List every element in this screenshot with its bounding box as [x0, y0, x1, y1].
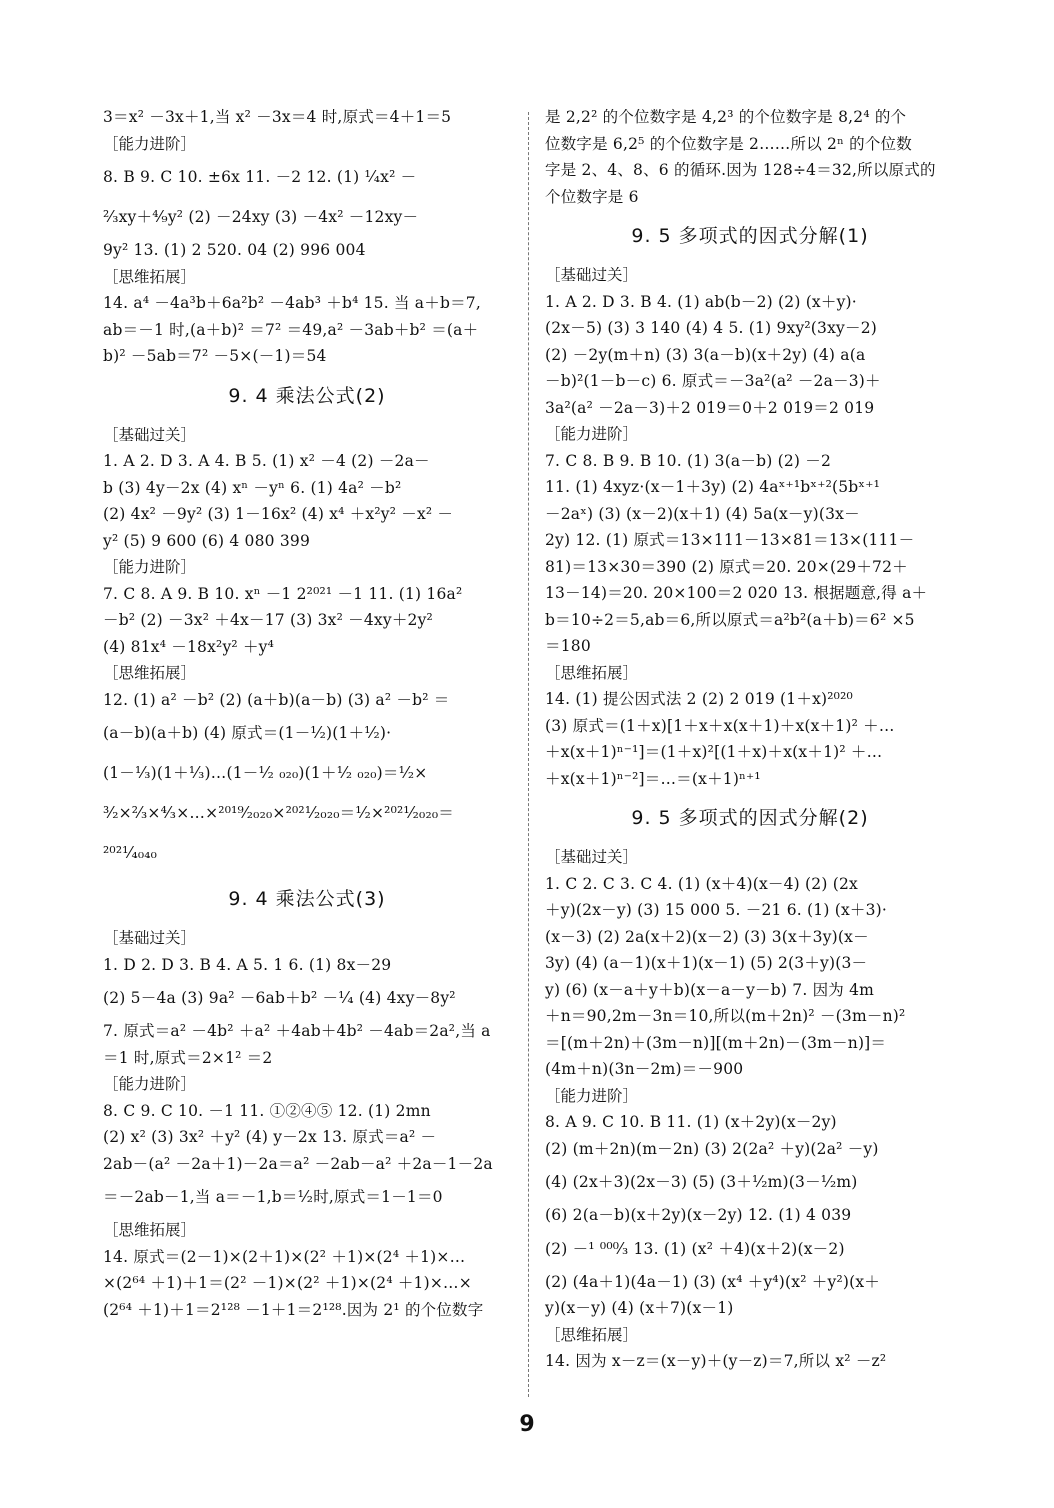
- answer-line: (2) x² (3) 3x² ＋y² (4) y－2x 13. 原式＝a² －: [103, 1128, 437, 1146]
- answer-line: ²⁰²¹⁄₄₀₄₀: [103, 844, 158, 862]
- subsection-heading: ［思维拓展］: [545, 1325, 639, 1344]
- answer-line: (1－¹⁄₃)(1＋¹⁄₃)…(1－¹⁄₂ ₀₂₀)(1＋¹⁄₂ ₀₂₀)＝¹⁄₂×: [103, 764, 428, 782]
- answer-line: 13－14)＝20. 20×100＝2 020 13. 根据题意,得 a＋: [545, 584, 928, 602]
- answer-line: (2⁶⁴ ＋1)＋1＝2¹²⁸ －1＋1＝2¹²⁸.因为 2¹ 的个位数字: [103, 1300, 484, 1319]
- answer-line: 9y² 13. (1) 2 520. 04 (2) 996 004: [103, 241, 366, 259]
- answer-line: ＝1 时,原式＝2×1² ＝2: [103, 1048, 273, 1067]
- answer-line: 7. 原式＝a² －4b² ＋a² ＋4ab＋4b² －4ab＝2a²,当 a: [103, 1022, 491, 1040]
- answer-line: 14. a⁴ －4a³b＋6a²b² －4ab³ ＋b⁴ 15. 当 a＋b＝7,: [103, 294, 481, 312]
- answer-line: (2) －¹ ⁰⁰⁰⁄₃ 13. (1) (x² ＋4)(x＋2)(x－2): [545, 1239, 845, 1258]
- answer-line: ＋n＝90,2m－3n＝10,所以(m＋2n)² －(3m－n)²: [545, 1007, 906, 1025]
- answer-line: 11. (1) 4xyz·(x－1＋3y) (2) 4aˣ⁺¹bˣ⁺²(5bˣ⁺¹: [545, 478, 880, 496]
- answer-line: (2) 5－4a (3) 9a² －6ab＋b² －¹⁄₄ (4) 4xy－8y²: [103, 989, 456, 1007]
- answer-line: (2) (4a＋1)(4a－1) (3) (x⁴ ＋y⁴)(x² ＋y²)(x＋: [545, 1272, 880, 1291]
- answer-line: 2ab－(a² －2a＋1)－2a＝a² －2ab－a² ＋2a－1－2a: [103, 1154, 493, 1173]
- answer-line: (3) 原式＝(1＋x)[1＋x＋x(x＋1)＋x(x＋1)² ＋…: [545, 716, 895, 735]
- answer-line: ×(2⁶⁴ ＋1)＋1＝(2² －1)×(2² ＋1)×(2⁴ ＋1)×…×: [103, 1274, 472, 1292]
- answer-line: ²⁄₃xy＋⁴⁄₉y² (2) －24xy (3) －4x² －12xy－: [103, 208, 419, 226]
- answer-line: (2) 4x² －9y² (3) 1－16x² (4) x⁴ ＋x²y² －x² －: [103, 505, 454, 523]
- answer-line: 8. A 9. C 10. B 11. (1) (x＋2y)(x－2y): [545, 1113, 837, 1131]
- answer-line: 3＝x² －3x＋1,当 x² －3x＝4 时,原式＝4＋1＝5: [103, 108, 452, 126]
- answer-line: －b² (2) －3x² ＋4x－17 (3) 3x² －4xy＋2y²: [103, 611, 433, 629]
- answer-line: 81)＝13×30＝390 (2) 原式＝20. 20×(29＋72＋: [545, 557, 908, 576]
- answer-line: ＝180: [545, 637, 591, 655]
- answer-line: ＋x(x＋1)ⁿ⁻¹]＝(1＋x)²[(1＋x)＋x(x＋1)² ＋…: [545, 743, 883, 761]
- section-title: 9. 4 乘法公式(3): [228, 888, 386, 910]
- answer-line: 7. C 8. B 9. B 10. (1) 3(a－b) (2) －2: [545, 451, 832, 470]
- answer-line: 1. A 2. D 3. B 4. (1) ab(b－2) (2) (x＋y)·: [545, 292, 857, 311]
- answer-line: y)(x－y) (4) (x＋7)(x－1): [545, 1299, 734, 1317]
- subsection-heading: ［能力进阶］: [545, 1086, 639, 1105]
- answer-line: 14. 因为 x－z＝(x－y)＋(y－z)＝7,所以 x² －z²: [545, 1352, 887, 1370]
- answer-line: (x－3) (2) 2a(x＋2)(x－2) (3) 3(x＋3y)(x－: [545, 927, 869, 946]
- section-title: 9. 4 乘法公式(2): [228, 384, 386, 407]
- answer-line: 14. 原式＝(2－1)×(2＋1)×(2² ＋1)×(2⁴ ＋1)×…: [103, 1247, 466, 1266]
- left-column: [103, 104, 511, 1323]
- answer-line: －2aˣ) (3) (x－2)(x＋1) (4) 5a(x－y)(3x－: [545, 504, 860, 523]
- answer-line: 字是 2、4、8、6 的循环.因为 128÷4＝32,所以原式的: [545, 161, 936, 179]
- answer-line: －b)²(1－b－c) 6. 原式＝－3a²(a² －2a－3)＋: [545, 372, 881, 390]
- answer-line: ＝[(m＋2n)＋(3m－n)][(m＋2n)－(3m－n)]＝: [545, 1033, 887, 1052]
- answer-line: (2) (m＋2n)(m－2n) (3) 2(2a² ＋y)(2a² －y): [545, 1139, 879, 1158]
- answer-line: 2y) 12. (1) 原式＝13×111－13×81＝13×(111－: [545, 531, 915, 549]
- subsection-heading: ［能力进阶］: [103, 1075, 197, 1093]
- subsection-heading: ［能力进阶］: [103, 134, 197, 153]
- answer-line: 是 2,2² 的个位数字是 4,2³ 的个位数字是 8,2⁴ 的个: [545, 108, 907, 126]
- column-divider: [528, 112, 529, 1397]
- answer-line: 7. C 8. A 9. B 10. xⁿ －1 2²⁰²¹ －1 11. (1) 16a²: [103, 584, 463, 603]
- subsection-heading: ［基础过关］: [545, 848, 639, 866]
- answer-line: ＋x(x＋1)ⁿ⁻²]＝…＝(x＋1)ⁿ⁺¹: [545, 769, 761, 788]
- subsection-heading: ［基础过关］: [103, 425, 197, 444]
- subsection-heading: ［能力进阶］: [103, 558, 197, 576]
- subsection-heading: ［基础过关］: [545, 266, 639, 284]
- subsection-heading: ［思维拓展］: [103, 1221, 197, 1239]
- subsection-heading: ［能力进阶］: [545, 425, 639, 443]
- answer-line: (2x－5) (3) 3 140 (4) 4 5. (1) 9xy²(3xy－2): [545, 319, 878, 337]
- answer-line: y) (6) (x－a＋y＋b)(x－a－y－b) 7. 因为 4m: [545, 980, 875, 999]
- answer-line: y² (5) 9 600 (6) 4 080 399: [103, 531, 311, 550]
- answer-line: 8. C 9. C 10. －1 11. ①②④⑤ 12. (1) 2mn: [103, 1101, 431, 1120]
- answer-line: 12. (1) a² －b² (2) (a＋b)(a－b) (3) a² －b² ＝: [103, 690, 450, 709]
- answer-line: ＋y)(2x－y) (3) 15 000 5. －21 6. (1) (x＋3)·: [545, 901, 888, 919]
- answer-line: ab＝－1 时,(a＋b)² ＝7² ＝49,a² －3ab＋b² ＝(a＋: [103, 320, 479, 339]
- answer-line: b)² －5ab＝7² －5×(－1)＝54: [103, 347, 327, 365]
- answer-line: 3a²(a² －2a－3)＋2 019＝0＋2 019＝2 019: [545, 398, 875, 417]
- answer-line: (a－b)(a＋b) (4) 原式＝(1－¹⁄₂)(1＋¹⁄₂)·: [103, 724, 392, 742]
- answer-line: (6) 2(a－b)(x＋2y)(x－2y) 12. (1) 4 039: [545, 1206, 852, 1224]
- answer-line: (2) －2y(m＋n) (3) 3(a－b)(x＋2y) (4) a(a: [545, 345, 866, 364]
- answer-line: 1. D 2. D 3. B 4. A 5. 1 6. (1) 8x－29: [103, 955, 392, 974]
- subsection-heading: ［思维拓展］: [545, 663, 639, 682]
- subsection-heading: ［基础过关］: [103, 929, 197, 947]
- page-number: 9: [519, 1412, 535, 1437]
- answer-line: 8. B 9. C 10. ±6x 11. －2 12. (1) ¹⁄₄x² －: [103, 168, 417, 186]
- answer-line: (4) 81x⁴ －18x²y² ＋y⁴: [103, 637, 275, 656]
- section-title: 9. 5 多项式的因式分解(1): [631, 225, 869, 247]
- answer-line: b＝10÷2＝5,ab＝6,所以原式＝a²b²(a＋b)＝6² ×5: [545, 610, 915, 629]
- right-column: [545, 104, 955, 1375]
- answer-line: 1. A 2. D 3. A 4. B 5. (1) x² －4 (2) －2a－: [103, 452, 430, 470]
- subsection-heading: ［思维拓展］: [103, 664, 197, 682]
- answer-line: ＝－2ab－1,当 a＝－1,b＝¹⁄₂时,原式＝1－1＝0: [103, 1188, 443, 1206]
- subsection-heading: ［思维拓展］: [103, 267, 197, 286]
- answer-line: 3y) (4) (a－1)(x＋1)(x－1) (5) 2(3＋y)(3－: [545, 954, 868, 972]
- answer-line: 1. C 2. C 3. C 4. (1) (x＋4)(x－4) (2) (2x: [545, 874, 858, 893]
- answer-line: (4) (2x＋3)(2x－3) (5) (3＋¹⁄₂m)(3－¹⁄₂m): [545, 1173, 858, 1191]
- answer-line: ³⁄₂×²⁄₃×⁴⁄₃×…×²⁰¹⁹⁄₂₀₂₀×²⁰²¹⁄₂₀₂₀＝¹⁄₂×²⁰²¹⁄₂₀₂₀＝: [103, 804, 454, 822]
- answer-line: b (3) 4y－2x (4) xⁿ －yⁿ 6. (1) 4a² －b²: [103, 478, 402, 497]
- section-title: 9. 5 多项式的因式分解(2): [631, 807, 869, 829]
- answer-line: 位数字是 6,2⁵ 的个位数字是 2……所以 2ⁿ 的个位数: [545, 134, 912, 153]
- answer-line: 个位数字是 6: [545, 187, 639, 206]
- answer-line: (4m＋n)(3n－2m)＝－900: [545, 1060, 744, 1078]
- answer-line: 14. (1) 提公因式法 2 (2) 2 019 (1＋x)²⁰²⁰: [545, 690, 853, 708]
